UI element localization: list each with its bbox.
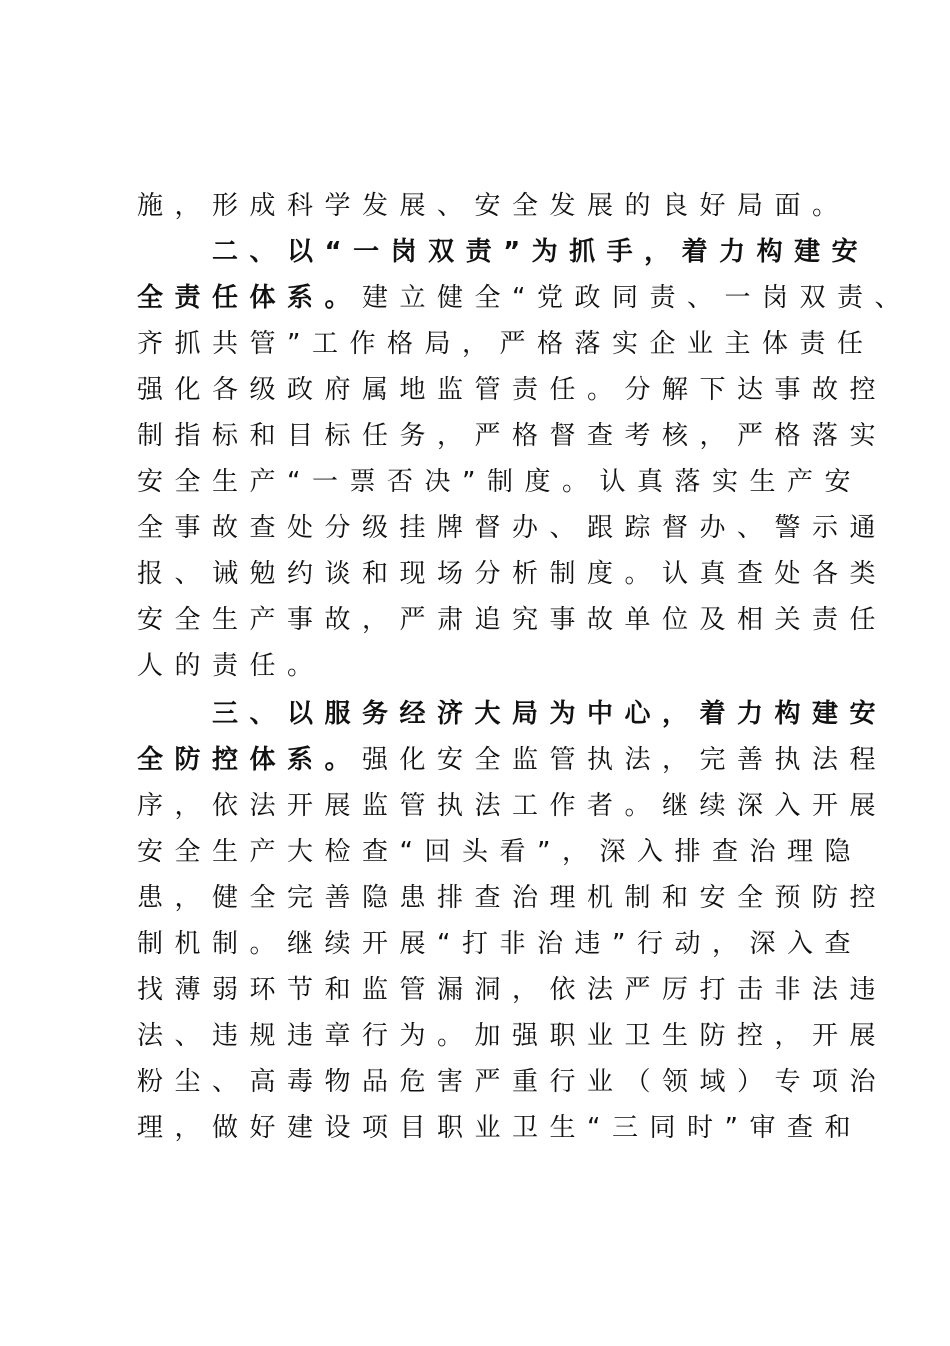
- text-line: [137, 321, 875, 367]
- text-segment: 找薄弱环节和监管漏洞，依法严厉打击非法违: [137, 975, 888, 1005]
- text-segment: 理，做好建设项目职业卫生“三同时”审查和: [137, 1113, 862, 1143]
- text-line: [137, 551, 888, 597]
- section-heading-tail: 全防控体系。: [137, 745, 363, 775]
- text-line: [137, 643, 827, 689]
- text-line: [137, 183, 850, 229]
- text-line: [137, 413, 888, 459]
- text-segment: 安全生产大检查“回头看”，深入排查治理隐: [137, 837, 862, 867]
- section-heading: 二、以“一岗双责”为抓手，着力构建安: [137, 237, 870, 267]
- text-segment: 序，依法开展监管执法工作者。继续深入开展: [137, 791, 888, 821]
- text-segment: 制机制。继续开展“打非治违”行动，深入查: [137, 929, 862, 959]
- text-line: [137, 459, 862, 505]
- text-line: [137, 829, 862, 875]
- text-line: [137, 275, 912, 321]
- text-segment: 建立健全“党政同责、一岗双责、: [362, 283, 912, 313]
- text-segment: 患，健全完善隐患排查治理机制和安全预防控: [137, 883, 888, 913]
- text-line: [137, 783, 888, 829]
- text-line: [137, 875, 888, 921]
- text-line: [137, 1105, 862, 1151]
- text-line: [137, 1059, 888, 1105]
- text-line: [137, 967, 888, 1013]
- section-heading: 三、以服务经济大局为中心，着力构建安: [137, 699, 888, 729]
- text-segment: 制指标和目标任务，严格督查考核，严格落实: [137, 421, 888, 451]
- text-line: [137, 597, 888, 643]
- text-segment: 齐抓共管”工作格局，严格落实企业主体责任: [137, 329, 875, 359]
- text-segment: 施，形成科学发展、安全发展的良好局面。: [137, 191, 850, 221]
- text-segment: 全事故查处分级挂牌督办、跟踪督办、警示通: [137, 513, 888, 543]
- section-heading-line: [137, 229, 870, 275]
- text-segment: 粉尘、高毒物品危害严重行业（领域）专项治: [137, 1067, 888, 1097]
- text-segment: 人的责任。: [137, 651, 325, 681]
- section-heading-line: [137, 691, 888, 737]
- text-line: [137, 921, 862, 967]
- text-line: [137, 1013, 888, 1059]
- text-segment: 法、违规违章行为。加强职业卫生防控，开展: [137, 1021, 888, 1051]
- section-heading-tail: 全责任体系。: [137, 283, 363, 313]
- text-segment: 安全生产事故，严肃追究事故单位及相关责任: [137, 605, 888, 635]
- text-line: [137, 505, 888, 551]
- text-segment: 强化安全监管执法，完善执法程: [362, 745, 888, 775]
- text-segment: 安全生产“一票否决”制度。认真落实生产安: [137, 467, 862, 497]
- text-segment: 报、诫勉约谈和现场分析制度。认真查处各类: [137, 559, 888, 589]
- text-segment: 强化各级政府属地监管责任。分解下达事故控: [137, 375, 888, 405]
- text-line: [137, 737, 888, 783]
- text-line: [137, 367, 888, 413]
